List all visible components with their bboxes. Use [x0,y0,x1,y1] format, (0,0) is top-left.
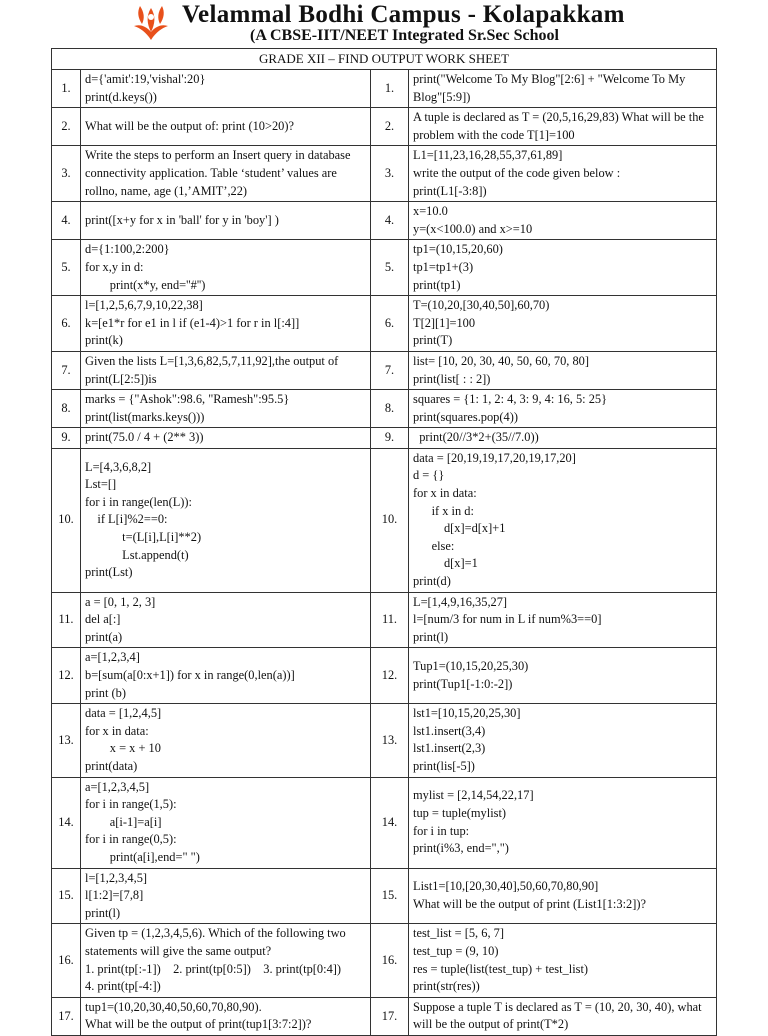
left-question-text: l=[1,2,3,4,5] l[1:2]=[7,8] print(l) [81,868,371,924]
right-question-text: squares = {1: 1, 2: 4, 3: 9, 4: 16, 5: 25} print(squares.pop(4)) [409,390,717,428]
right-question-text: list= [10, 20, 30, 40, 50, 60, 70, 80] print(list[ : : 2]) [409,351,717,389]
right-question-text: mylist = [2,14,54,22,17] tup = tuple(mylist) for i in tup: print(i%3, end=",") [409,777,717,868]
left-question-number: 13. [52,704,81,777]
right-question-number: 14. [371,777,409,868]
right-question-text: L1=[11,23,16,28,55,37,61,89] write the output of the code given below : print(L1[-3:8]) [409,146,717,202]
left-question-number: 16. [52,924,81,997]
question-row [52,704,717,777]
right-question-number: 4. [371,202,409,240]
question-row [52,108,717,146]
right-question-text: tp1=(10,15,20,60) tp1=tp1+(3) print(tp1) [409,240,717,296]
question-row [52,202,717,240]
right-question-text: data = [20,19,19,17,20,19,17,20] d = {} for x in data: if x in d: d[x]=d[x]+1 else: d[x]=1 print(d) [409,448,717,592]
left-question-number: 11. [52,592,81,648]
right-question-number: 15. [371,868,409,924]
left-question-text: What will be the output of: print (10>20)? [81,108,371,146]
right-question-number: 5. [371,240,409,296]
left-question-number: 3. [52,146,81,202]
left-question-text: data = [1,2,4,5] for x in data: x = x + 10 print(data) [81,704,371,777]
left-question-text: a = [0, 1, 2, 3] del a[:] print(a) [81,592,371,648]
right-question-number: 16. [371,924,409,997]
right-question-number: 13. [371,704,409,777]
left-question-number: 9. [52,428,81,449]
worksheet-table [51,48,717,1036]
right-question-text: print("Welcome To My Blog"[2:6] + "Welcome To My Blog"[5:9]) [409,70,717,108]
right-question-number: 2. [371,108,409,146]
right-question-text: x=10.0 y=(x<100.0) and x>=10 [409,202,717,240]
left-question-number: 14. [52,777,81,868]
left-question-text: tup1=(10,20,30,40,50,60,70,80,90). What will be the output of print(tup1[3:7:2])? [81,997,371,1035]
right-question-text: print(20//3*2+(35//7.0)) [409,428,717,449]
left-question-text: Given the lists L=[1,3,6,82,5,7,11,92],the output of print(L[2:5])is [81,351,371,389]
right-question-number: 6. [371,296,409,352]
question-row [52,351,717,389]
left-question-text: Given tp = (1,2,3,4,5,6). Which of the following two statements will give the same output? 1. print(tp[:-1]) 2. print(tp[0:5]) 3. print(tp[0:4]) 4. print(tp[-4:]) [81,924,371,997]
right-question-text: T=(10,20,[30,40,50],60,70) T[2][1]=100 print(T) [409,296,717,352]
school-logo-icon [128,2,174,42]
school-subtitle: (A CBSE-IIT/NEET Integrated Sr.Sec School [250,27,559,44]
left-question-number: 17. [52,997,81,1035]
left-question-number: 1. [52,70,81,108]
right-question-text: A tuple is declared as T = (20,5,16,29,83) What will be the problem with the code T[1]=100 [409,108,717,146]
left-question-text: l=[1,2,5,6,7,9,10,22,38] k=[e1*r for e1 in l if (e1-4)>1 for r in l[:4]] print(k) [81,296,371,352]
right-question-number: 7. [371,351,409,389]
worksheet-title: GRADE XII – FIND OUTPUT WORK SHEET [52,49,717,70]
question-row [52,648,717,704]
question-row [52,240,717,296]
question-row [52,777,717,868]
left-question-number: 4. [52,202,81,240]
right-question-text: test_list = [5, 6, 7] test_tup = (9, 10) res = tuple(list(test_tup) + test_list) print(str(res)) [409,924,717,997]
right-question-text: Tup1=(10,15,20,25,30) print(Tup1[-1:0:-2]) [409,648,717,704]
page-header [120,0,680,50]
left-question-number: 7. [52,351,81,389]
left-question-text: print([x+y for x in 'ball' for y in 'boy'] ) [81,202,371,240]
left-question-number: 2. [52,108,81,146]
question-row [52,390,717,428]
left-question-text: d={'amit':19,'vishal':20} print(d.keys()) [81,70,371,108]
question-row [52,924,717,997]
question-row [52,70,717,108]
right-question-text: Suppose a tuple T is declared as T = (10, 20, 30, 40), what will be the output of print(T*2) [409,997,717,1035]
question-row [52,448,717,592]
left-question-number: 6. [52,296,81,352]
right-question-number: 11. [371,592,409,648]
left-question-number: 15. [52,868,81,924]
right-question-text: lst1=[10,15,20,25,30] lst1.insert(3,4) lst1.insert(2,3) print(lis[-5]) [409,704,717,777]
left-question-text: a=[1,2,3,4,5] for i in range(1,5): a[i-1]=a[i] for i in range(0,5): print(a[i],end=" ") [81,777,371,868]
left-question-text: Write the steps to perform an Insert query in database connectivity application. Table ‘student’ values are rollno, name, age (1,’AMIT’,22) [81,146,371,202]
left-question-text: d={1:100,2:200} for x,y in d: print(x*y, end=''#'') [81,240,371,296]
left-question-text: L=[4,3,6,8,2] Lst=[] for i in range(len(L)): if L[i]%2==0: t=(L[i],L[i]**2) Lst.append(t) print(Lst) [81,448,371,592]
left-question-number: 5. [52,240,81,296]
question-row [52,428,717,449]
right-question-number: 9. [371,428,409,449]
right-question-number: 1. [371,70,409,108]
left-question-number: 12. [52,648,81,704]
right-question-number: 10. [371,448,409,592]
left-question-text: marks = {"Ashok":98.6, "Ramesh":95.5} print(list(marks.keys())) [81,390,371,428]
left-question-text: a=[1,2,3,4] b=[sum(a[0:x+1]) for x in range(0,len(a))] print (b) [81,648,371,704]
question-row [52,592,717,648]
right-question-number: 8. [371,390,409,428]
left-question-number: 8. [52,390,81,428]
right-question-number: 17. [371,997,409,1035]
left-question-text: print(75.0 / 4 + (2** 3)) [81,428,371,449]
right-question-number: 12. [371,648,409,704]
left-question-number: 10. [52,448,81,592]
right-question-number: 3. [371,146,409,202]
right-question-text: L=[1,4,9,16,35,27] l=[num/3 for num in L if num%3==0] print(l) [409,592,717,648]
question-row [52,296,717,352]
question-row [52,146,717,202]
school-name: Velammal Bodhi Campus - Kolapakkam [182,1,625,28]
right-question-text: List1=[10,[20,30,40],50,60,70,80,90] What will be the output of print (List1[1:3:2])? [409,868,717,924]
question-row [52,997,717,1035]
question-row [52,868,717,924]
